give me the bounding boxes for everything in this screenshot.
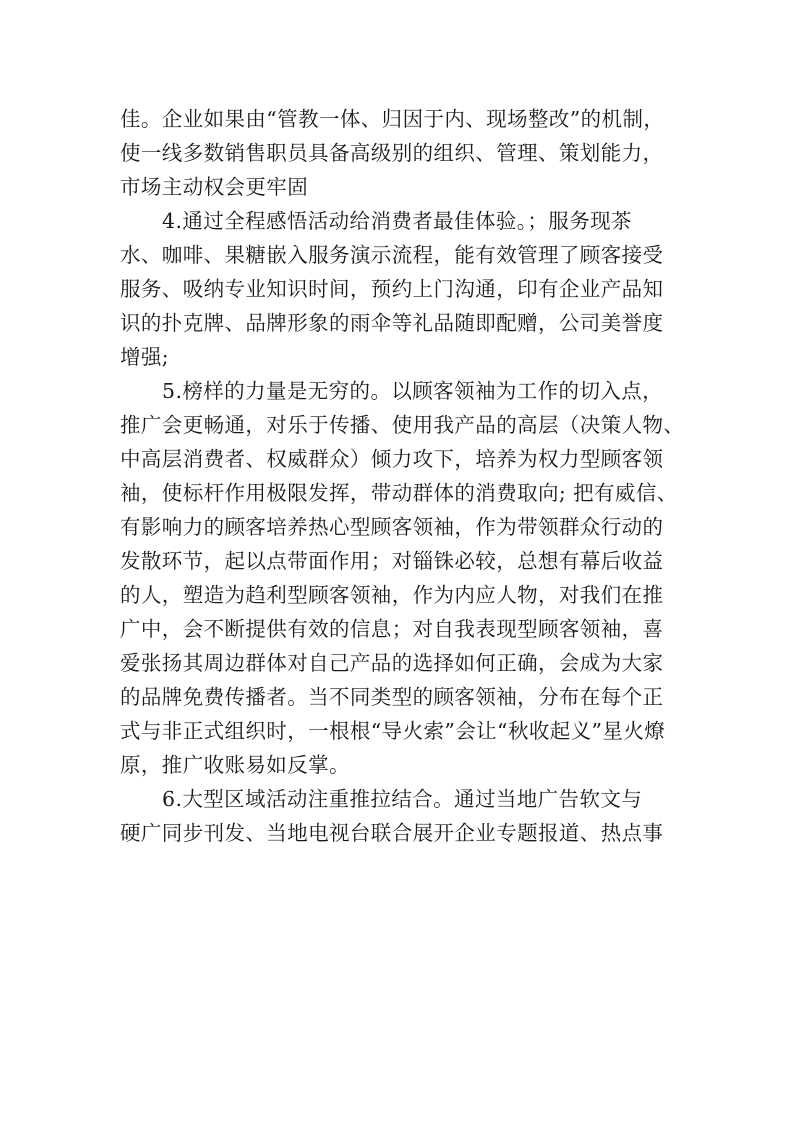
- text-line: 服务、吸纳专业知识时间，预约上门沟通，印有企业产品知: [120, 277, 664, 301]
- text-line: 爱张扬其周边群体对自己产品的选择如何正确，会成为大家: [120, 651, 664, 675]
- text-line: 有影响力的顾客培养热心型顾客领袖，作为带领群众行动的: [120, 515, 664, 539]
- text-line: 水、咖啡、果糖嵌入服务演示流程，能有效管理了顾客接受: [120, 243, 664, 267]
- document-body: [120, 102, 685, 850]
- text-line: 识的扑克牌、品牌形象的雨伞等礼品随即配赠，公司美誉度: [120, 311, 664, 335]
- text-line: 发散环节，起以点带面作用；对锱铢必较，总想有幕后收益: [120, 549, 664, 573]
- paragraph-item-5: [120, 374, 685, 782]
- text-line: 5.榜样的力量是无穷的。以顾客领袖为工作的切入点，: [162, 379, 664, 403]
- text-line: 式与非正式组织时，一根根“导火索”会让“秋收起义”星火燎: [120, 719, 666, 743]
- text-line: 的人，塑造为趋利型顾客领袖，作为内应人物，对我们在推: [120, 583, 664, 607]
- paragraph-item-4: [120, 204, 676, 374]
- text-line: 增强;: [120, 345, 170, 369]
- text-line: 市场主动权会更牢固: [120, 175, 309, 199]
- text-line: 硬广同步刊发、当地电视台联合展开企业专题报道、热点事: [120, 821, 664, 845]
- paragraph-continued: [120, 102, 676, 204]
- text-line: 中高层消费者、权威群众）倾力攻下，培养为权力型顾客领: [120, 447, 664, 471]
- text-line: 的品牌免费传播者。当不同类型的顾客领袖，分布在每个正: [120, 685, 664, 709]
- text-line: 佳。企业如果由“管教一体、归因于内、现场整改”的机制，: [120, 107, 665, 131]
- text-line: 广中，会不断提供有效的信息；对自我表现型顾客领袖，喜: [120, 617, 664, 641]
- paragraph-item-6: [120, 782, 676, 850]
- text-line: 6.大型区域活动注重推拉结合。通过当地广告软文与: [162, 787, 643, 811]
- text-line: 4.通过全程感悟活动给消费者最佳体验。；服务现茶: [162, 209, 632, 233]
- text-line: 袖，使标杆作用极限发挥，带动群体的消费取向; 把有威信、: [120, 481, 678, 505]
- text-line: 推广会更畅通，对乐于传播、使用我产品的高层（决策人物、: [120, 413, 685, 437]
- text-line: 使一线多数销售职员具备高级别的组织、管理、策划能力，: [120, 141, 664, 165]
- text-line: 原，推广收账易如反掌。: [120, 753, 350, 777]
